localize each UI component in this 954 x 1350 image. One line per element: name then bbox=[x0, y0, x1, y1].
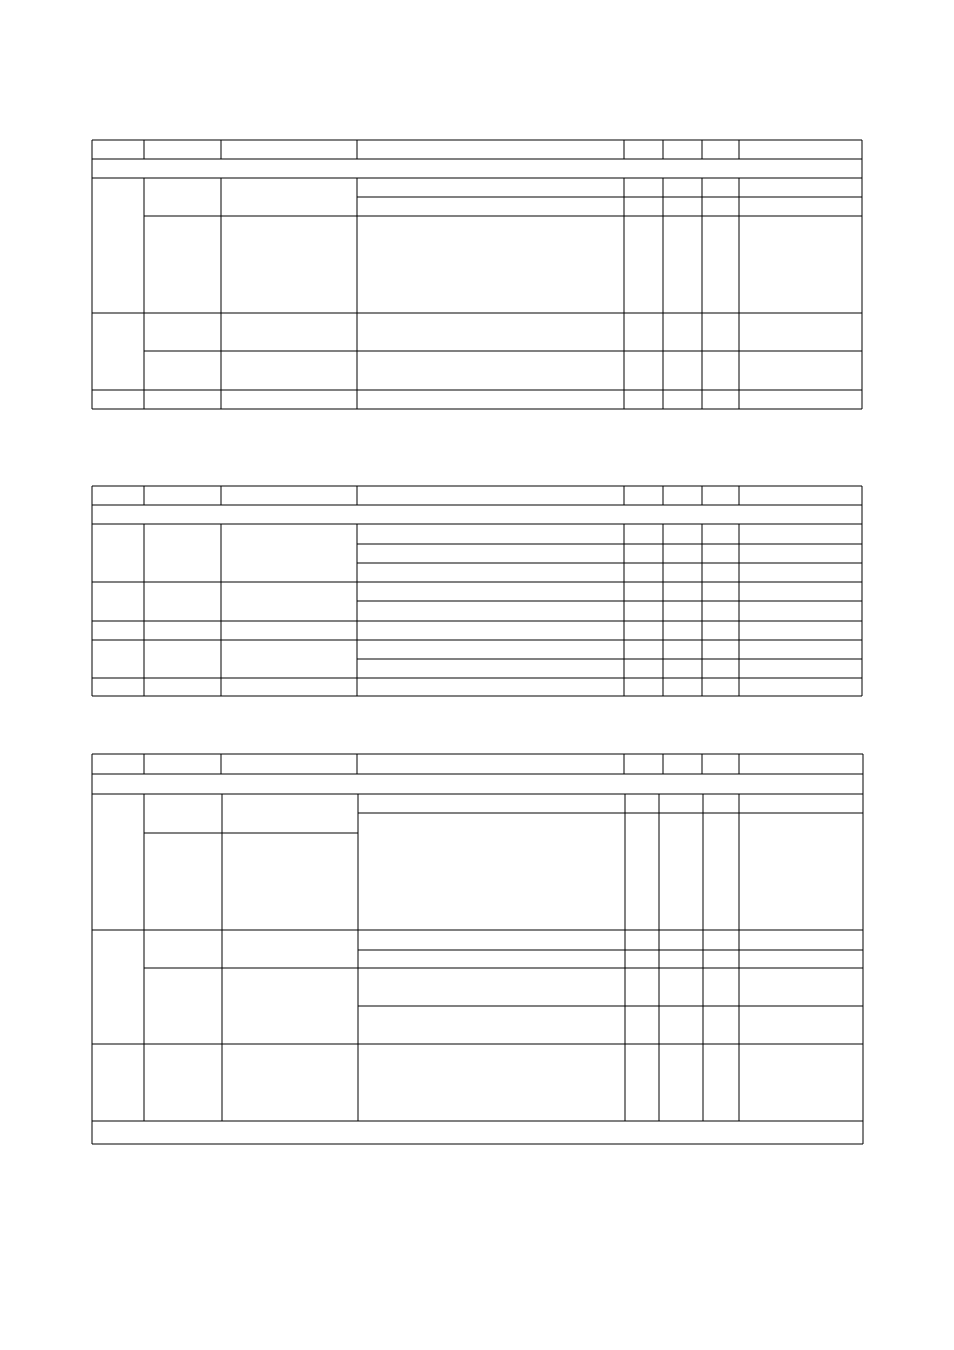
table-2 bbox=[92, 486, 862, 696]
table-3 bbox=[92, 754, 863, 1144]
table-1 bbox=[92, 140, 862, 409]
